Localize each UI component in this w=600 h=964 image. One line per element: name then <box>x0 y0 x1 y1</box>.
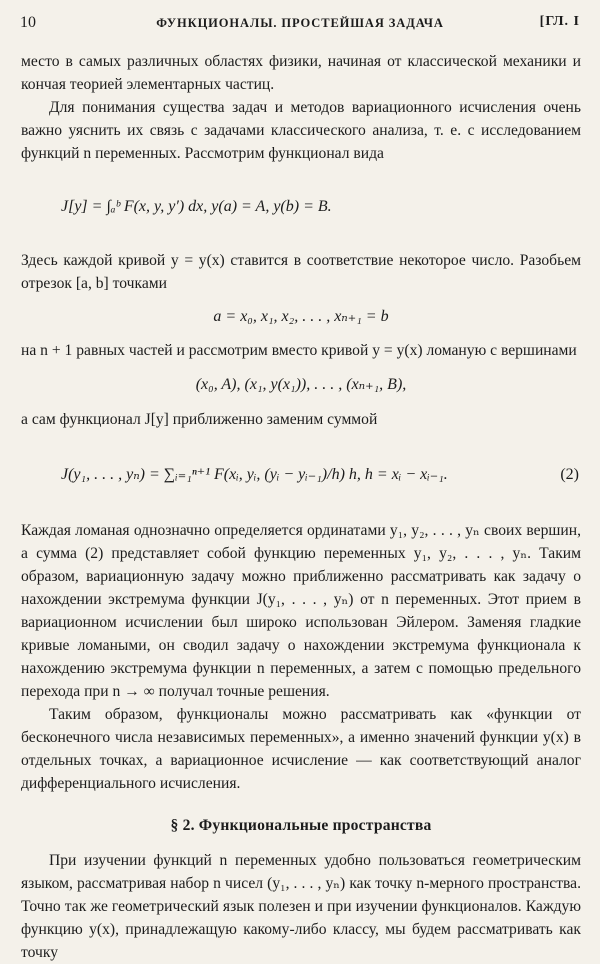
chapter-label: [ГЛ. I <box>539 14 580 29</box>
paragraph: Каждая ломаная однозначно определяется ординатами y₁, y₂, . . . , yₙ своих вершин, а сумма (2) представляет собой функцию переменных y₁, y₂, . . . , yₙ. Таким образом, вариационную задачу можно приближенно рассматривать как задачу о нахождении экстремума функции J(y₁, . . . , yₙ) от n переменных. Этот прием в вариационном исчислении был широко использован Эйлером. Заменяя гладкие кривые ломаными, он сводил задачу о нахождении экстремума функционала к нахождению экстремума функции n переменных, а затем с помощью предельного перехода при n → ∞ получал точные решения. <box>21 522 581 700</box>
paragraph: а сам функционал J[y] приближенно заменим суммой <box>21 411 378 428</box>
paragraph: место в самых различных областях физики, начиная от классической механики и кончая теорией элементарных частиц. <box>21 53 581 93</box>
formula-sum <box>21 431 581 519</box>
page-number: 10 <box>20 14 36 31</box>
running-header <box>20 14 580 38</box>
paragraph: на n + 1 равных частей и рассмотрим вместо кривой y = y(x) ломаную с вершинами <box>21 342 577 359</box>
page-body <box>21 50 581 964</box>
formula-vertices: (x₀, A), (x₁, y(x₁)), . . . , (xₙ₊₁, B), <box>195 376 407 393</box>
formula-functional: J[y] = ∫ₐᵇ F(x, y, y′) dx, y(a) = A, y(b) = B. <box>61 198 332 215</box>
equation-number: (2) <box>560 466 579 483</box>
paragraph: Таким образом, функционалы можно рассматривать как «функции от бесконечного числа независимых переменных», а именно значений функции y(x) в отдельных точках, а вариационное исчисление — как соответствующий аналог дифференциального исчисления. <box>21 706 581 792</box>
paragraph: Для понимания существа задач и методов вариационного исчисления очень важно уяснить их связь с задачами классического анализа, т. е. с исследованием функций n переменных. Рассмотрим функционал вида <box>21 99 581 162</box>
paragraph: При изучении функций n переменных удобно пользоваться геометрическим языком, рассматривая набор n чисел (y₁, . . . , yₙ) как точку n-мерного пространства. Точно так же геометрический язык полезен и при изучении функционалов. Каждую функцию y(x), принадлежащую какому-либо классу, мы будем рассматривать как точку <box>21 852 581 961</box>
paragraph: Здесь каждой кривой y = y(x) ставится в соответствие некоторое число. Разобьем отрезок [a, b] точками <box>21 252 581 292</box>
formula-partition: a = x₀, x₁, x₂, . . . , xₙ₊₁ = b <box>213 308 389 325</box>
formula-sum-body: J(y₁, . . . , yₙ) = ∑ᵢ₌₁ⁿ⁺¹ F(xᵢ, yᵢ, (yᵢ − yᵢ₋₁)/h) h, h = xᵢ − xᵢ₋₁. <box>61 466 448 483</box>
section-title: § 2. Функциональные пространства <box>170 817 432 834</box>
running-title: ФУНКЦИОНАЛЫ. ПРОСТЕЙШАЯ ЗАДАЧА <box>156 16 444 30</box>
